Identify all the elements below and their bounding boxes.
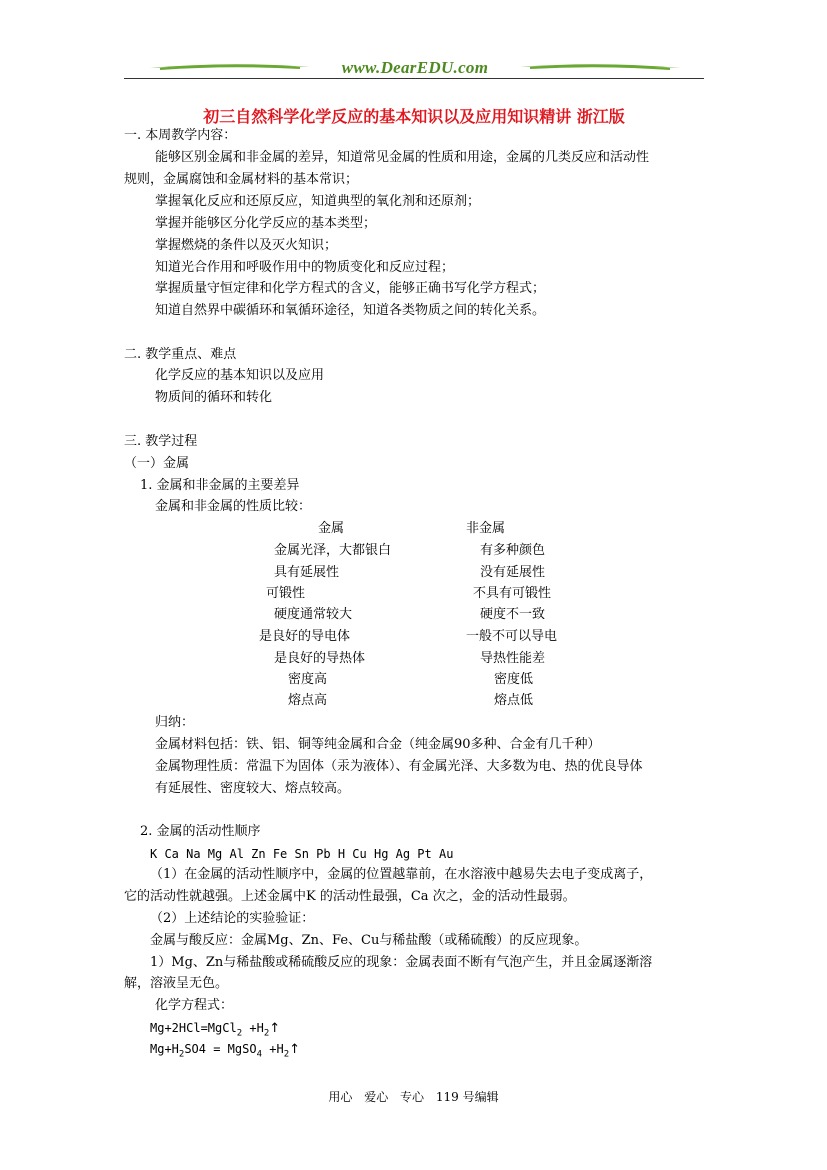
summary-line: 金属物理性质：常温下为固体（汞为液体）、有金属光泽、大多数为电、热的优良导体 — [155, 759, 643, 774]
table-cell: 硬度不一致 — [480, 607, 546, 622]
section1-line: 知道自然界中碳循环和氧循环途径，知道各类物质之间的转化关系。 — [155, 303, 546, 318]
footer-text: 用心 — [328, 1090, 353, 1104]
table-cell: 熔点低 — [494, 693, 534, 708]
eq-part: SO4 = MgSO — [184, 1042, 257, 1056]
section1-heading: 一. 本周教学内容： — [124, 128, 237, 143]
section2-line: 化学反应的基本知识以及应用 — [155, 368, 325, 383]
table-header-nonmetal: 非金属 — [466, 521, 506, 536]
page-footer — [0, 1088, 827, 1105]
section1-line: 知道光合作用和呼吸作用中的物质变化和反应过程； — [155, 260, 455, 275]
table-cell: 硬度通常较大 — [274, 607, 353, 622]
table-cell: 密度高 — [288, 672, 328, 687]
section2-line: 物质间的循环和转化 — [155, 390, 273, 405]
up-arrow-icon: ↑ — [289, 1042, 301, 1057]
summary-label: 归纳： — [155, 715, 195, 730]
table-cell: 有多种颜色 — [480, 543, 546, 558]
eq-part: +H — [262, 1042, 284, 1056]
eq-part: +H — [242, 1021, 264, 1035]
up-arrow-icon: ↑ — [269, 1021, 281, 1036]
paragraph: 它的活动性就越强。上述金属中K 的活动性最强，Ca 次之，金的活动性最弱。 — [124, 889, 576, 904]
table-cell: 金属光泽，大都银白 — [274, 543, 392, 558]
section2-heading: 二. 教学重点、难点 — [124, 347, 237, 362]
item-heading: 2. 金属的活动性顺序 — [140, 824, 261, 839]
paragraph: 金属与酸反应：金属Mg、Zn、Fe、Cu与稀盐酸（或稀硫酸）的反应现象。 — [150, 933, 588, 948]
table-cell: 密度低 — [494, 672, 534, 687]
eq-subscript: 2 — [178, 1049, 185, 1060]
table-cell: 没有延展性 — [480, 565, 546, 580]
footer-text: 爱心 — [364, 1090, 389, 1104]
section1-line: 掌握氧化反应和还原反应，知道典型的氧化剂和还原剂； — [155, 194, 481, 209]
table-cell: 具有延展性 — [274, 565, 340, 580]
section3-heading: 三. 教学过程 — [124, 434, 198, 449]
eq-subscript: 2 — [236, 1028, 243, 1039]
subsection-metals: （一）金属 — [124, 456, 190, 471]
table-cell: 可锻性 — [266, 586, 306, 601]
compare-intro: 金属和非金属的性质比较： — [155, 499, 312, 514]
swoosh-right-icon — [520, 62, 680, 72]
header-divider — [124, 78, 704, 79]
eq-part: Mg+H — [150, 1042, 179, 1056]
paragraph: （1）在金属的活动性顺序中，金属的位置越靠前，在水溶液中越易失去电子变成离子， — [150, 867, 653, 882]
section1-line: 掌握燃烧的条件以及灭火知识； — [155, 238, 338, 253]
section1-line: 掌握质量守恒定律和化学方程式的含义，能够正确书写化学方程式； — [155, 281, 546, 296]
equation-2 — [150, 1040, 300, 1063]
table-cell: 不具有可锻性 — [473, 586, 552, 601]
paragraph: （2）上述结论的实验验证： — [150, 911, 315, 926]
table-cell: 是良好的导热体 — [274, 651, 366, 666]
section1-line: 能够区别金属和非金属的差异，知道常见金属的性质和用途，金属的几类反应和活动性 — [155, 150, 650, 165]
footer-text: 119 号编辑 — [435, 1090, 499, 1104]
table-cell: 导热性能差 — [480, 651, 546, 666]
footer-text: 专心 — [400, 1090, 425, 1104]
document-title: 初三自然科学化学反应的基本知识以及应用知识精讲 浙江版 — [203, 107, 625, 126]
eq-part: Mg+2HCl=MgCl — [150, 1021, 237, 1035]
table-cell: 一般不可以导电 — [466, 629, 558, 644]
table-cell: 是良好的导电体 — [259, 629, 351, 644]
paragraph: 解，溶液呈无色。 — [124, 976, 229, 991]
table-cell: 熔点高 — [288, 693, 328, 708]
section1-line: 规则，金属腐蚀和金属材料的基本常识； — [124, 172, 359, 187]
eq-subscript: 2 — [263, 1028, 270, 1039]
activity-series: K Ca Na Mg Al Zn Fe Sn Pb H Cu Hg Ag Pt Au — [150, 847, 454, 861]
table-header-metal: 金属 — [318, 521, 345, 536]
equation-label: 化学方程式： — [155, 998, 234, 1013]
site-logo-text: www.DearEDU.com — [341, 58, 489, 77]
summary-line: 金属材料包括：铁、铝、铜等纯金属和合金（纯金属90多种、合金有几千种） — [155, 737, 601, 752]
summary-line: 有延展性、密度较大、熔点较高。 — [155, 781, 351, 796]
eq-subscript: 4 — [256, 1049, 262, 1060]
site-logo — [150, 56, 680, 80]
eq-subscript: 2 — [283, 1049, 290, 1060]
equation-1 — [150, 1019, 280, 1042]
paragraph: 1）Mg、Zn与稀盐酸或稀硫酸反应的现象：金属表面不断有气泡产生，并且金属逐渐溶 — [150, 955, 653, 970]
item-heading: 1. 金属和非金属的主要差异 — [140, 478, 300, 493]
section1-line: 掌握并能够区分化学反应的基本类型； — [155, 216, 377, 231]
